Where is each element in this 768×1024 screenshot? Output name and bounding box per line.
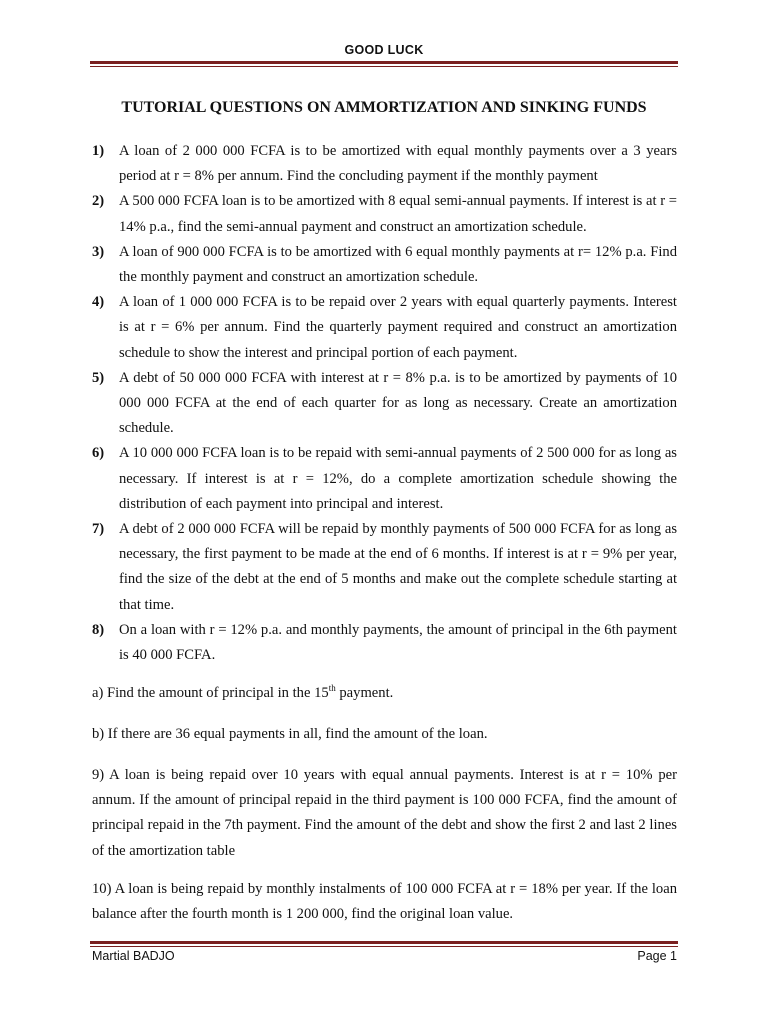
part-a-text: a) Find the amount of principal in the 15 <box>92 685 329 701</box>
question-text: A loan of 900 000 FCFA is to be amortized with 6 equal monthly payments at r= 12% p.a. Find the monthly payment and construct an amortization schedule. <box>119 243 677 286</box>
question-text: A 10 000 000 FCFA loan is to be repaid with semi-annual payments of 2 500 000 for as long as necessary. If interest is at r = 12%, do a complete amortization schedule showing the distribution of each payment into principal and interest. <box>119 445 677 512</box>
question-item <box>92 189 677 239</box>
question-10: 10) A loan is being repaid by monthly instalments of 100 000 FCFA at r = 18% per year. If the loan balance after the fourth month is 1 200 000, find the original loan value. <box>92 881 677 923</box>
question-number: 4) <box>92 294 105 311</box>
header-divider <box>90 61 678 67</box>
footer-page-number: Page 1 <box>637 949 677 963</box>
question-text: A debt of 2 000 000 FCFA will be repaid by monthly payments of 500 000 FCFA for as long as necessary, the first payment to be made at the end of 6 months. If interest is at r = 9% per year, find the size of the debt at the end of 5 months and make out the complete schedule starting at that time. <box>119 521 677 613</box>
page-header: GOOD LUCK <box>344 43 424 57</box>
footer-divider <box>90 941 678 947</box>
question-9: 9) A loan is being repaid over 10 years with equal annual payments. Interest is at r = 10% per annum. If the amount of principal repaid in the third payment is 100 000 FCFA, find the amount of principal repaid in the 7th payment. Find the amount of the debt and show the first 2 and last 2 lines of the amortization table <box>92 767 677 859</box>
question-number: 7) <box>92 521 105 538</box>
question-item <box>92 517 677 618</box>
question-number: 3) <box>92 243 105 260</box>
question-8-part-b: b) If there are 36 equal payments in all, find the amount of the loan. <box>92 726 488 742</box>
question-8-part-a <box>92 681 677 706</box>
question-number: 1) <box>92 143 105 159</box>
question-item <box>92 366 677 442</box>
ordinal-suffix: th <box>328 683 336 693</box>
question-item <box>92 139 677 189</box>
question-number: 2) <box>92 193 105 210</box>
question-list <box>92 139 677 668</box>
question-number: 8) <box>92 621 105 638</box>
part-a-text-end: payment. <box>335 685 394 701</box>
question-text: A loan of 1 000 000 FCFA is to be repaid over 2 years with equal quarterly payments. Interest is at r = 6% per annum. Find the quarterly payment required and construct an amortization schedule to show the interest and principal portion of each payment. <box>119 294 677 361</box>
question-text: A debt of 50 000 000 FCFA with interest at r = 8% p.a. is to be amortized by payments of 10 000 000 FCFA at the end of each quarter for as long as necessary. Create an amortization schedule. <box>119 369 677 437</box>
question-number: 5) <box>92 369 105 386</box>
question-number: 6) <box>92 445 105 462</box>
question-item <box>92 240 677 290</box>
footer-author: Martial BADJO <box>92 949 175 963</box>
question-text: A loan of 2 000 000 FCFA is to be amortized with equal monthly payments over a 3 years period at r = 8% per annum. Find the concluding payment if the monthly payment <box>119 143 677 185</box>
document-title: TUTORIAL QUESTIONS ON AMMORTIZATION AND SINKING FUNDS <box>121 99 647 116</box>
question-text: On a loan with r = 12% p.a. and monthly payments, the amount of principal in the 6th payment is 40 000 FCFA. <box>119 621 677 664</box>
question-item <box>92 618 677 668</box>
question-text: A 500 000 FCFA loan is to be amortized with 8 equal semi-annual payments. If interest is at r = 14% p.a., find the semi-annual payment and construct an amortization schedule. <box>119 193 677 235</box>
question-item <box>92 290 677 366</box>
question-item <box>92 441 677 517</box>
